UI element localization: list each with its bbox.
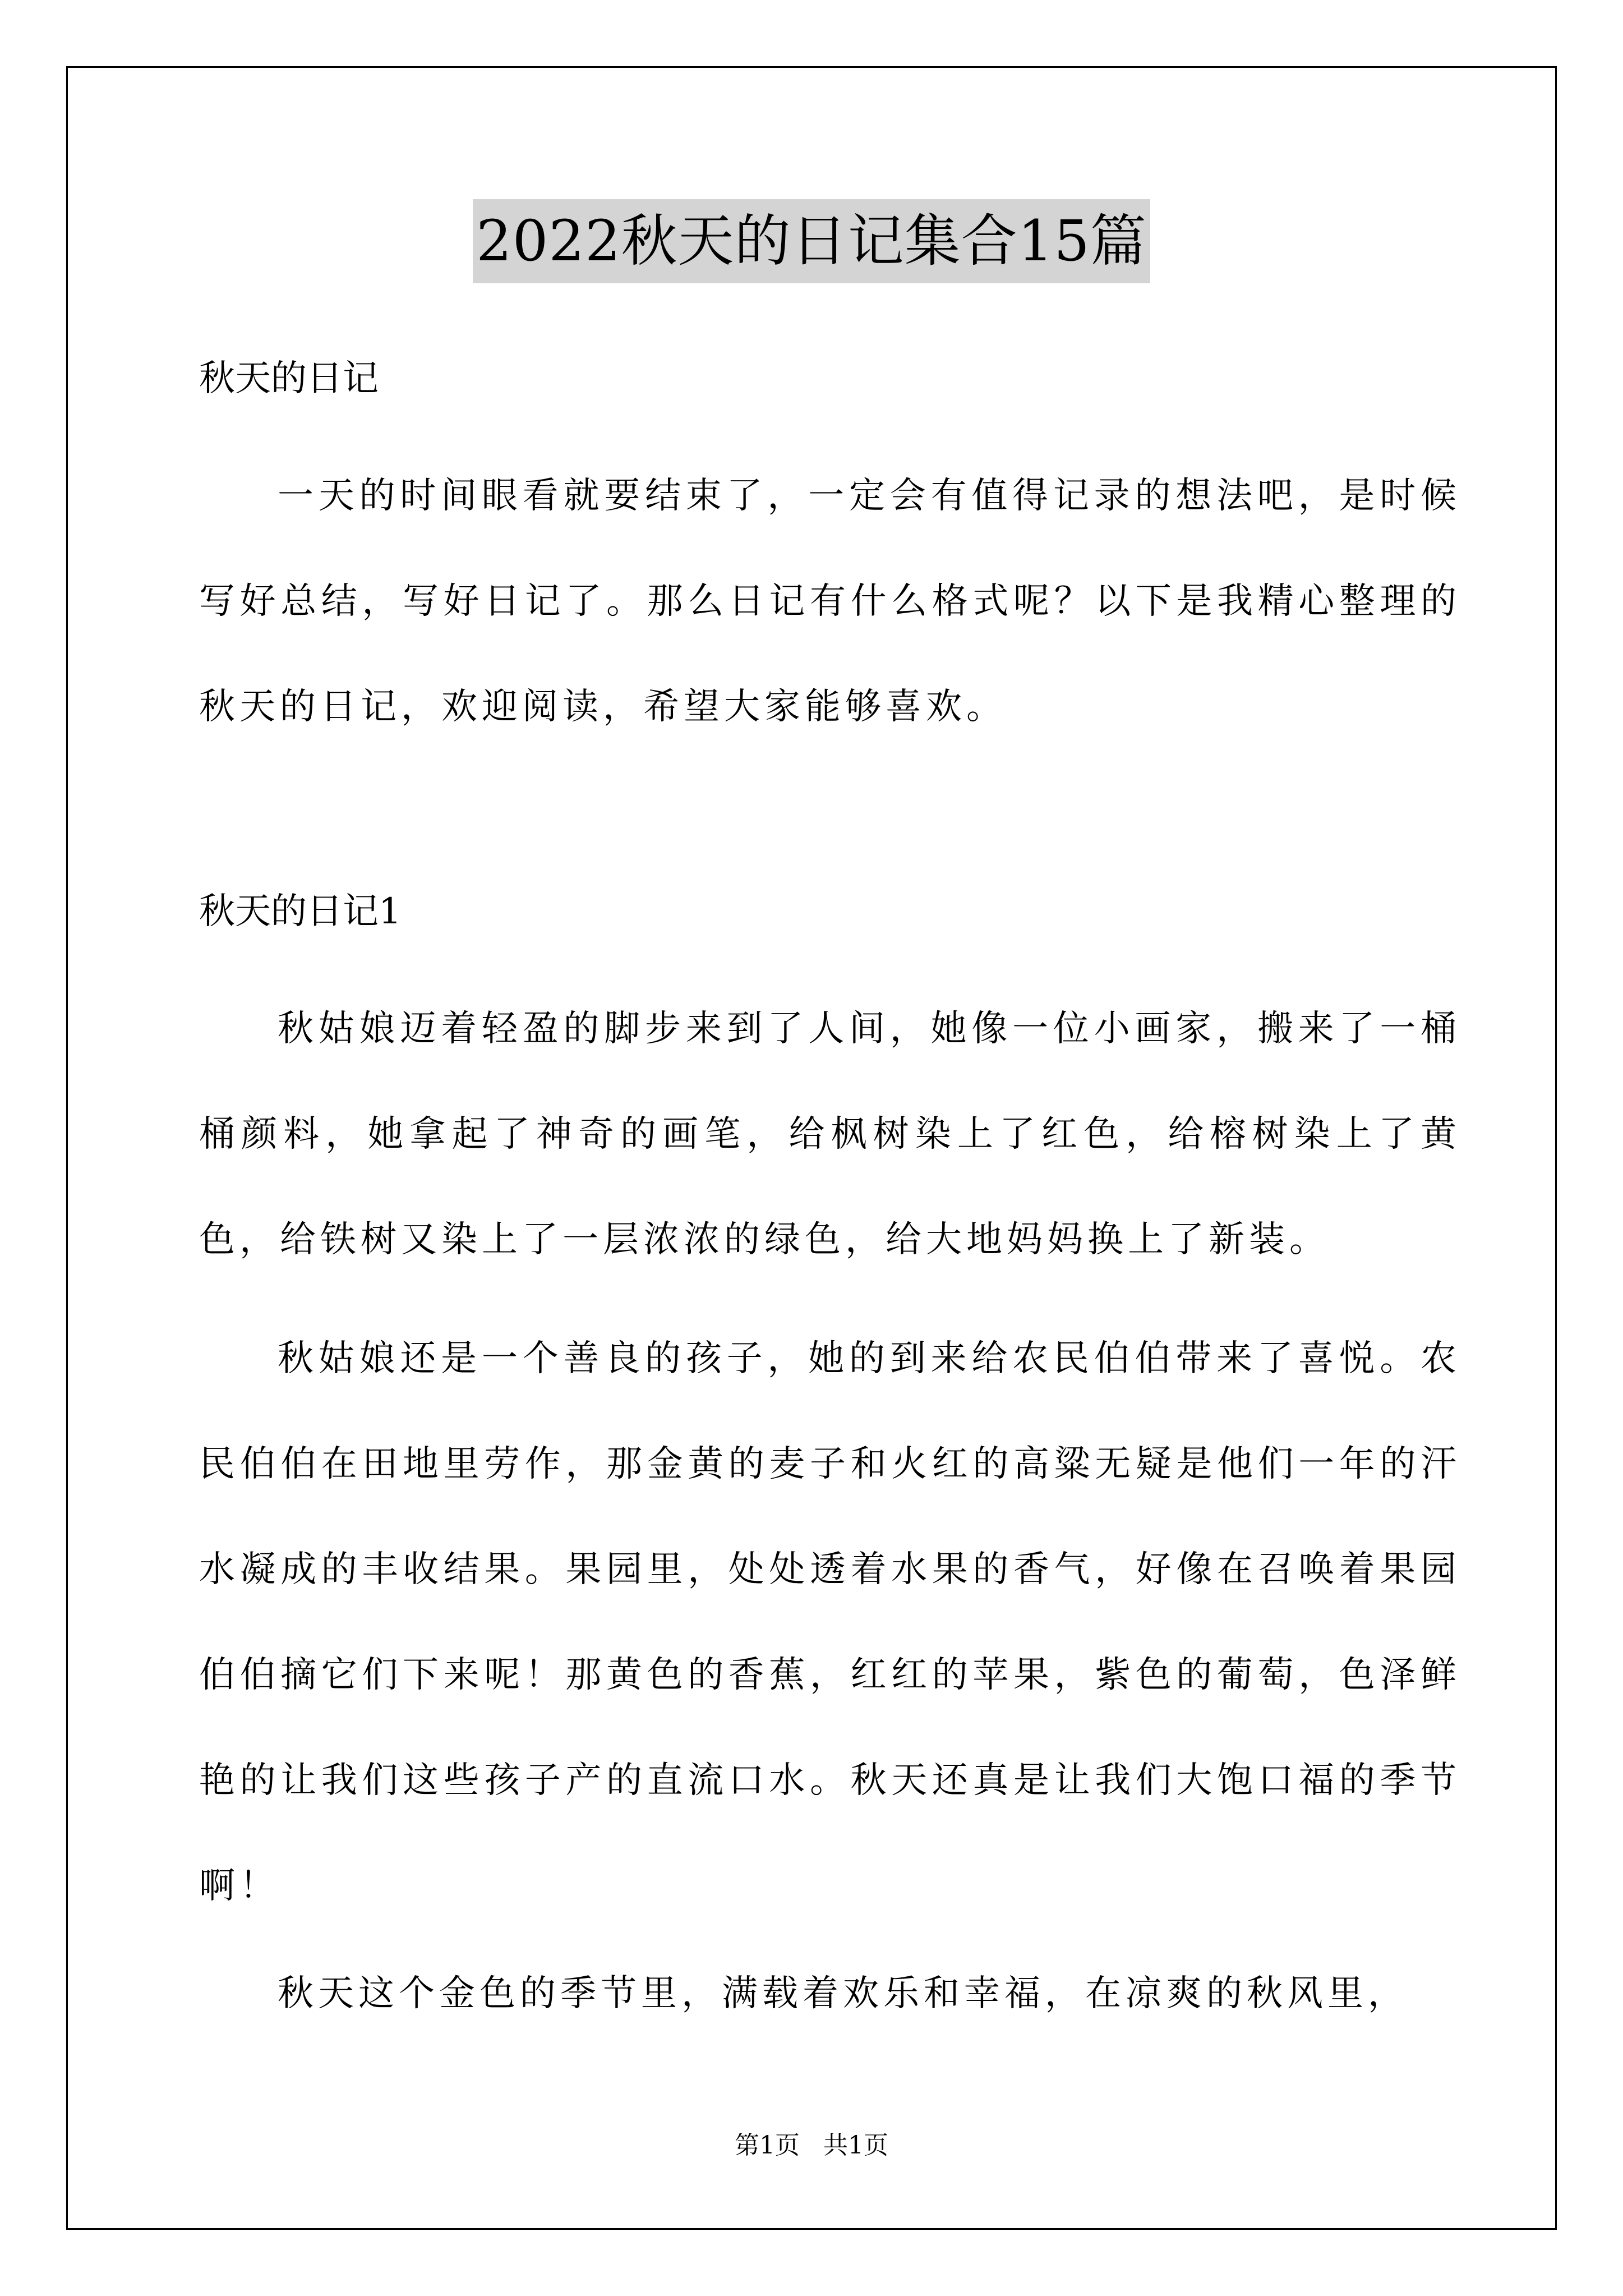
diary-1-paragraph-2: 秋姑娘还是一个善良的孩子，她的到来给农民伯伯带来了喜悦。农民伯伯在田地里劳作，那金黄的麦子和火红的高粱无疑是他们一年的汗水凝成的丰收结果。果园里，处处透着水果的香气，好像在召唤着果园伯伯摘它们下来呢！那黄色的香蕉，红红的苹果，紫色的葡萄，色泽鲜艳的让我们这些孩子产的直流口水。秋天还真是让我们大饱口福的季节啊！	[199, 1338, 1461, 1907]
diary-1-paragraph-3: 秋天这个金色的季节里，满载着欢乐和幸福，在凉爽的秋风里，	[278, 1973, 1408, 2014]
section-heading-diary-1: 秋天的日记1	[199, 891, 402, 932]
page-footer: 第1页 共1页	[735, 2131, 888, 2160]
intro-paragraph: 一天的时间眼看就要结束了，一定会有值得记录的想法吧，是时候写好总结，写好日记了。那么日记有什么格式呢？以下是我精心整理的秋天的日记，欢迎阅读，希望大家能够喜欢。	[199, 475, 1461, 728]
title-container	[0, 199, 1623, 283]
document-title: 2022秋天的日记集合15篇	[473, 199, 1150, 283]
section-heading-intro: 秋天的日记	[199, 358, 379, 399]
diary-1-paragraph-1: 秋姑娘迈着轻盈的脚步来到了人间，她像一位小画家，搬来了一桶桶颜料，她拿起了神奇的画笔，给枫树染上了红色，给榕树染上了黄色，给铁树又染上了一层浓浓的绿色，给大地妈妈换上了新装。	[199, 1008, 1461, 1260]
